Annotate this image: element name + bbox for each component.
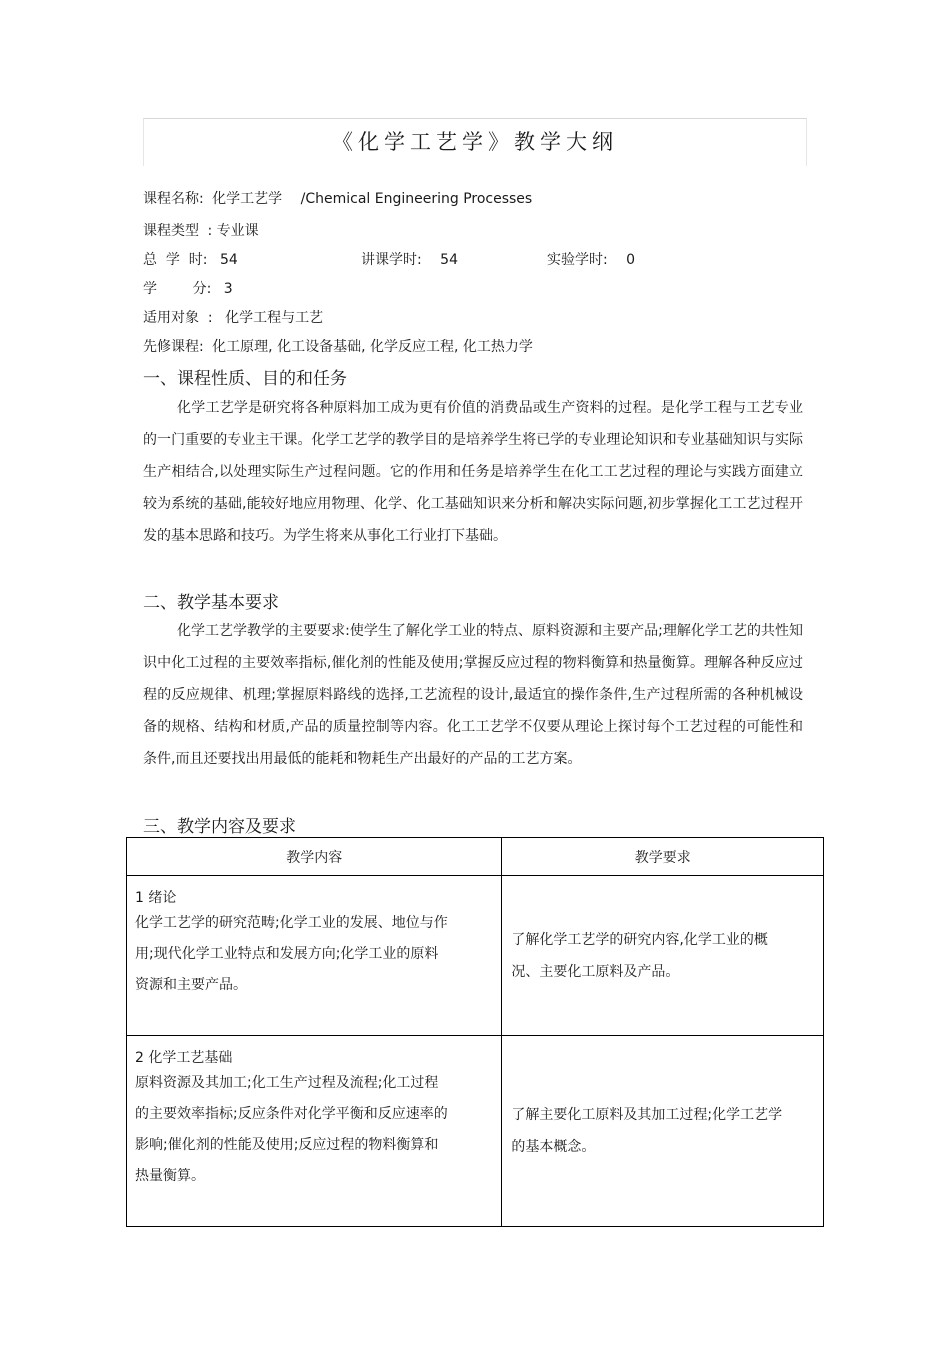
course-type-label: 课程类型 [143, 223, 199, 239]
chapter-requirement: 了解主要化工原料及其加工过程;化学工艺学的基本概念。 [511, 1107, 783, 1155]
prereq-value: 化工原理, 化工设备基础, 化学反应工程, 化工热力学 [212, 339, 533, 355]
course-name-label: 课程名称: [143, 191, 204, 207]
lab-hours-row [547, 249, 635, 269]
credits-row [143, 278, 233, 298]
section3-heading: 三、教学内容及要求 [143, 817, 296, 837]
table-cell-content [127, 1036, 502, 1227]
course-name-en: /Chemical Engineering Processes [300, 191, 533, 207]
course-type-value: : 专业课 [207, 223, 259, 239]
section1-heading: 一、课程性质、目的和任务 [143, 369, 347, 389]
column-header-requirement: 教学要求 [502, 838, 824, 876]
table-row [127, 1036, 824, 1227]
chapter-content: 原料资源及其加工;化工生产过程及流程;化工过程的主要效率指标;反应条件对化学平衡和反应速率的影响;催化剂的性能及使用;反应过程的物料衡算和热量衡算。 [135, 1075, 448, 1184]
chapter-title: 2 化学工艺基础 [135, 1050, 233, 1066]
audience-row [143, 307, 323, 327]
content-table [126, 837, 824, 1227]
lab-hours-value: 0 [626, 252, 636, 268]
column-header-content: 教学内容 [127, 838, 502, 876]
course-name-cn: 化学工艺学 [212, 191, 283, 207]
table-cell-requirement [502, 876, 824, 1036]
course-type-row [143, 220, 259, 240]
section1-paragraph [143, 392, 803, 552]
total-hours-row [143, 249, 238, 269]
table-cell-requirement [502, 1036, 824, 1227]
section2-text: 化学工艺学教学的主要要求:使学生了解化学工业的特点、原料资源和主要产品;理解化学工艺的共性知识中化工过程的主要效率指标,催化剂的性能及使用;掌握反应过程的物料衡算和热量衡算。理解各种反应过程的反应规律、机理;掌握原料路线的选择,工艺流程的设计,最适宜的操作条件,生产过程所需的各种机械设备的规格、结构和材质,产品的质量控制等内容。化工工艺学不仅要从理论上探讨每个工艺过程的可能性和条件,而且还要找出用最低的能耗和物耗生产出最好的产品的工艺方案。 [143, 623, 803, 767]
table-cell-content [127, 876, 502, 1036]
course-name-row [143, 188, 532, 208]
total-hours-value: 54 [219, 252, 238, 268]
table-row [127, 876, 824, 1036]
chapter-requirement: 了解化学工艺学的研究内容,化学工业的概况、主要化工原料及产品。 [511, 931, 768, 980]
chapter-content: 化学工艺学的研究范畴;化学工业的发展、地位与作用;现代化学工业特点和发展方向;化学工业的原料资源和主要产品。 [135, 915, 448, 993]
lecture-hours-value: 54 [440, 252, 458, 268]
section2-heading: 二、教学基本要求 [143, 593, 279, 613]
document-title: 《化学工艺学》教学大纲 [332, 130, 618, 154]
chapter-title: 1 绪论 [135, 890, 177, 906]
lecture-hours-label: 讲课学时: [361, 252, 422, 268]
prereq-label: 先修课程: [143, 339, 204, 355]
prereq-row [143, 336, 533, 356]
credits-value: 3 [223, 281, 233, 297]
total-hours-label: 总 学 时: [143, 252, 208, 268]
lecture-hours-row [361, 249, 458, 269]
credits-label: 学 分: [143, 281, 212, 297]
audience-value: 化学工程与工艺 [225, 310, 324, 326]
lab-hours-label: 实验学时: [547, 252, 608, 268]
section2-paragraph [143, 615, 803, 775]
section1-text: 化学工艺学是研究将各种原料加工成为更有价值的消费品或生产资料的过程。是化学工程与工艺专业的一门重要的专业主干课。化学工艺学的教学目的是培养学生将已学的专业理论知识和专业基础知识与实际生产相结合,以处理实际生产过程问题。它的作用和任务是培养学生在化工工艺过程的理论与实践方面建立较为系统的基础,能较好地应用物理、化学、化工基础知识来分析和解决实际问题,初步掌握化工工艺过程开发的基本思路和技巧。为学生将来从事化工行业打下基础。 [143, 400, 803, 544]
audience-label: 适用对象 : [143, 310, 213, 326]
table-header-row [127, 838, 824, 876]
